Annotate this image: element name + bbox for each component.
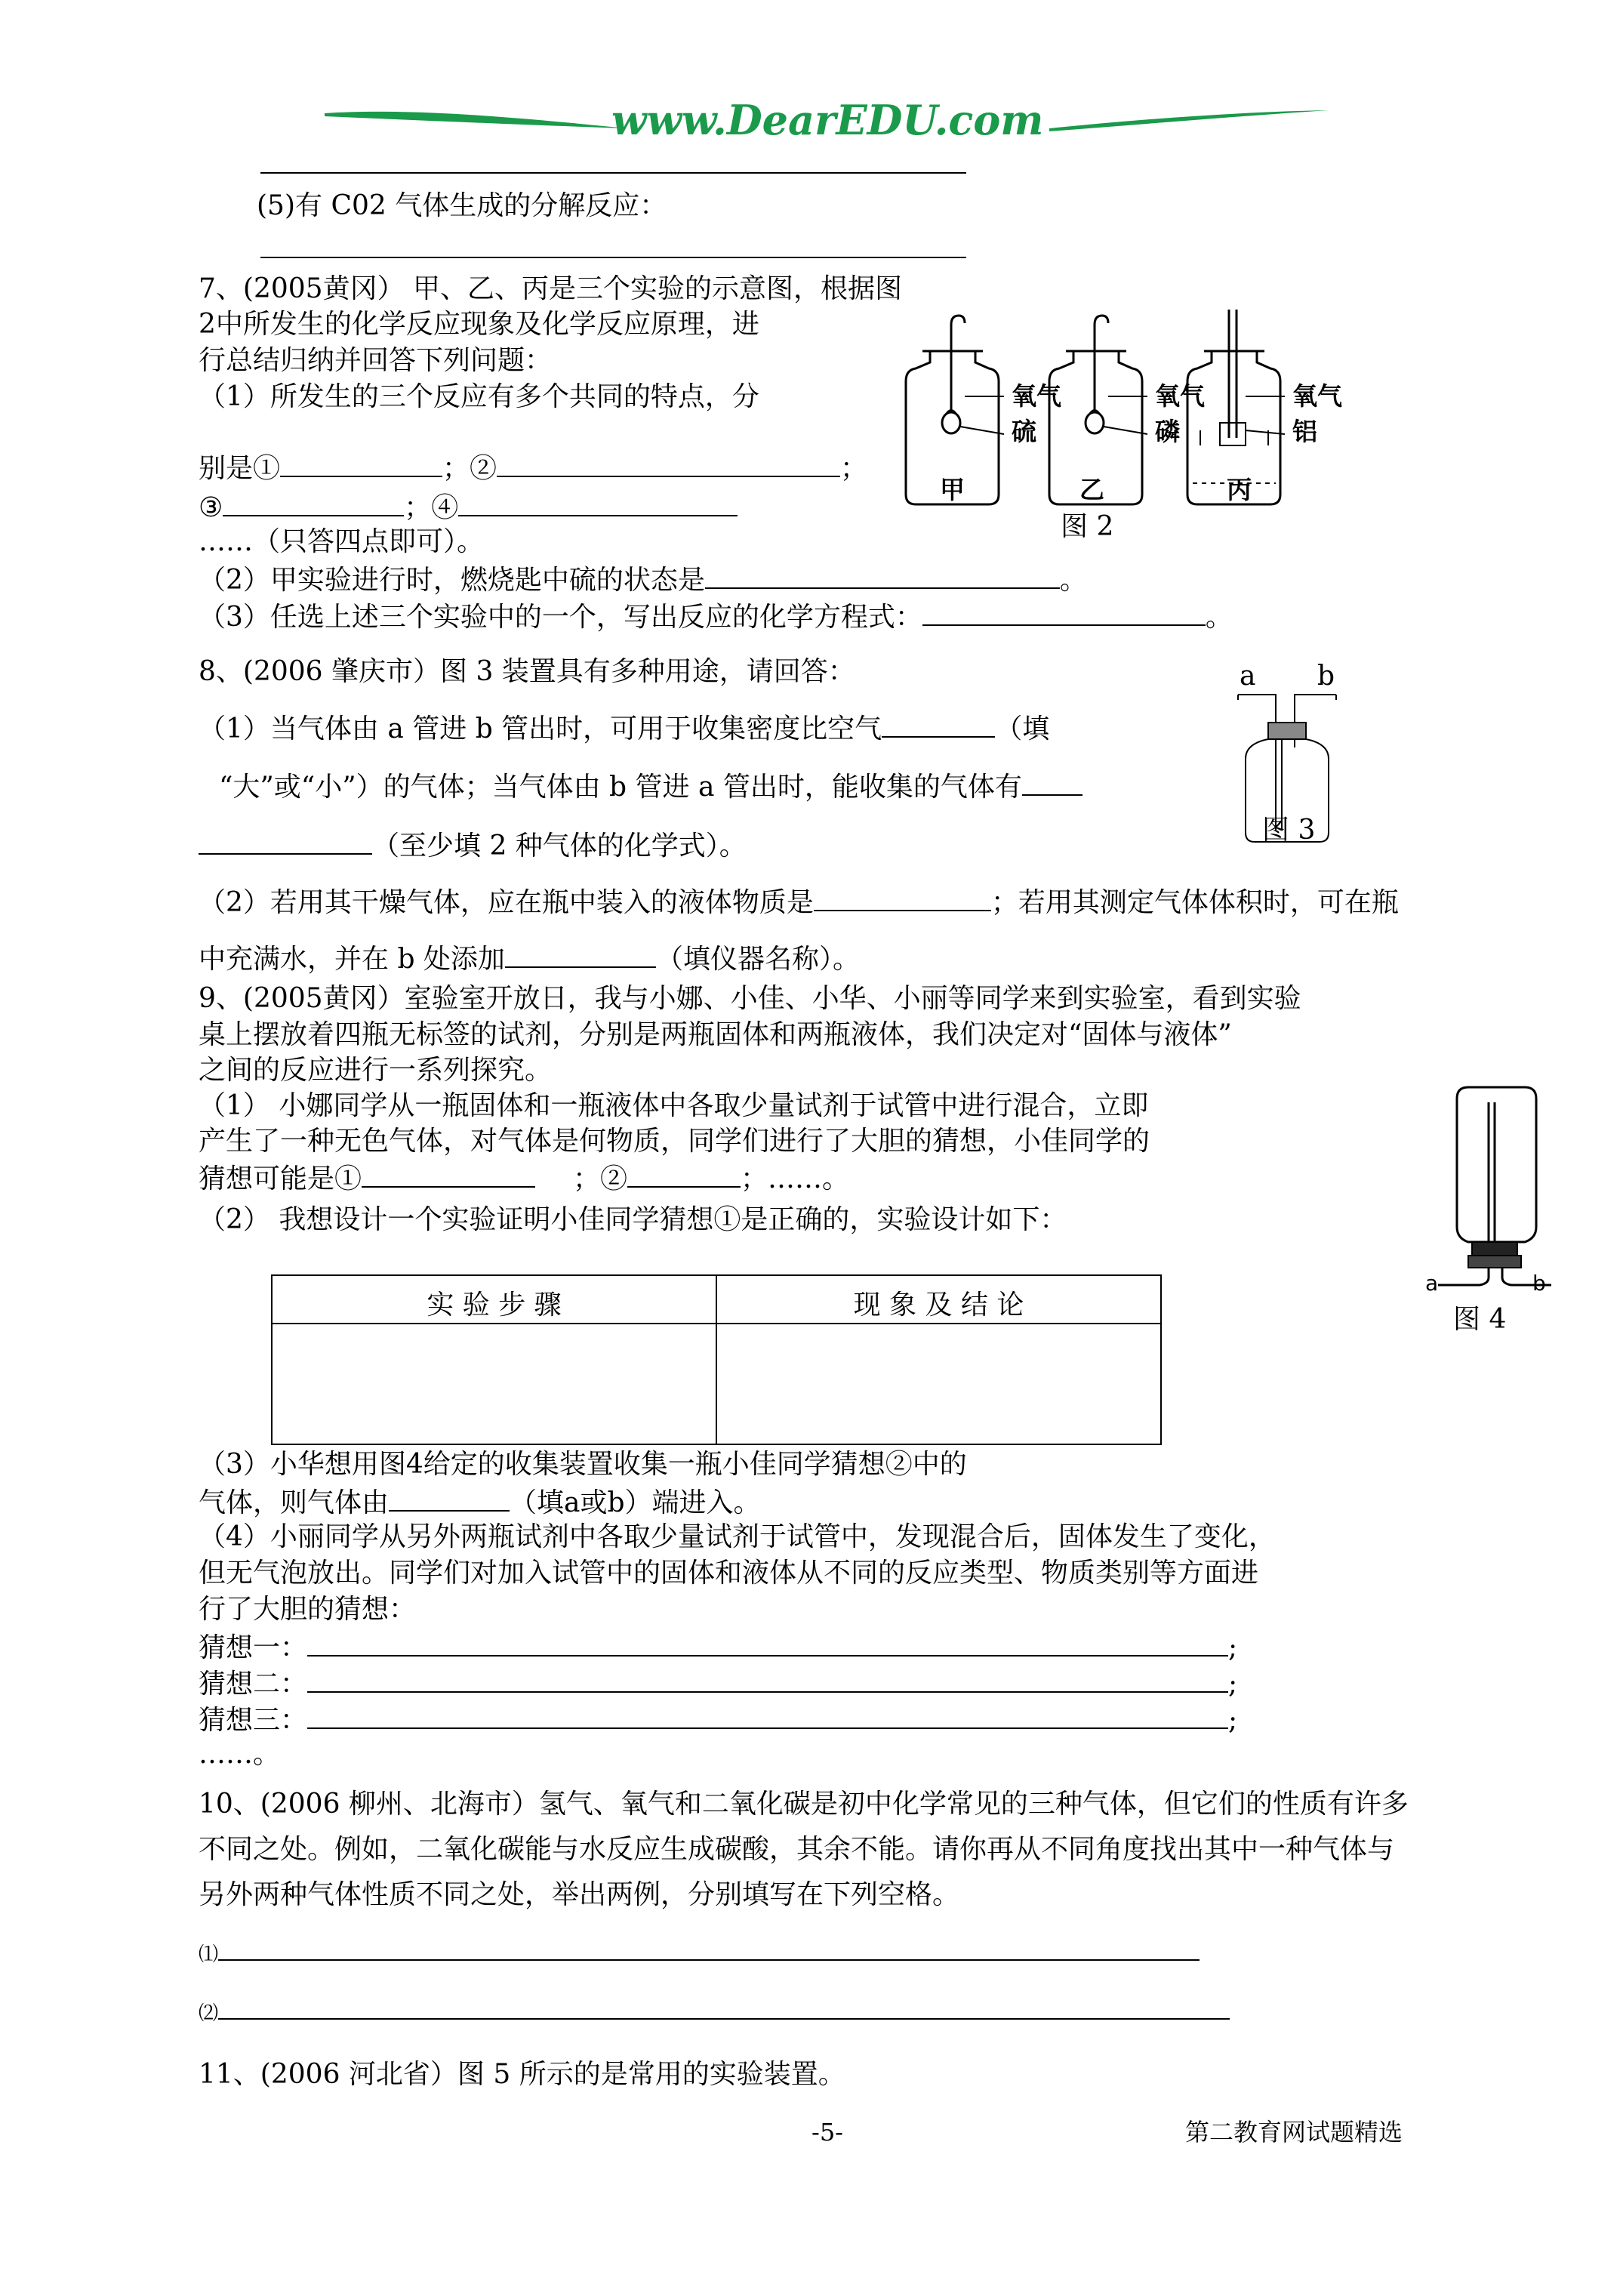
blank-19 bbox=[218, 1996, 1230, 2020]
guess-2-semicolon: ; bbox=[1228, 1669, 1238, 1700]
q7-line6-b: ；④ bbox=[404, 492, 459, 523]
q10-line2: 不同之处。例如，二氧化碳能与水反应生成碳酸，其余不能。请你再从不同角度找出其中一种气体与 bbox=[199, 1834, 1395, 1865]
blank-1 bbox=[280, 453, 442, 477]
q9-line12: 行了大胆的猜想： bbox=[199, 1594, 417, 1625]
guess-3-label: 猜想三： bbox=[199, 1705, 308, 1736]
fig2-gas-2: 氧气 bbox=[1155, 381, 1205, 411]
blank-12 bbox=[362, 1163, 535, 1188]
experiment-table bbox=[271, 1274, 1162, 1445]
q7-line8-b: 。 bbox=[1059, 565, 1087, 596]
blank-4 bbox=[458, 492, 738, 516]
fig2-label-bing: 丙 bbox=[1227, 475, 1252, 504]
guess-2-label: 猜想二： bbox=[199, 1669, 308, 1700]
fig2-label-jia: 甲 bbox=[940, 475, 965, 504]
q9-line6-c: ；……。 bbox=[741, 1163, 850, 1194]
q7-line5-c: ； bbox=[840, 453, 868, 484]
answer-line bbox=[260, 257, 966, 258]
blank-6 bbox=[922, 602, 1206, 626]
q8-line6-b: （填仪器名称）。 bbox=[655, 944, 860, 975]
q8-line4-text: （至少填 2 种气体的化学式）。 bbox=[372, 831, 747, 861]
q7-line9 bbox=[199, 602, 1233, 631]
fig2-gas-1: 氧气 bbox=[1012, 381, 1061, 411]
q7-line4: （1）所发生的三个反应有多个共同的特点，分 bbox=[199, 381, 759, 412]
q7-line5-b: ；② bbox=[442, 453, 497, 484]
q8-line4 bbox=[199, 831, 747, 860]
blank-5 bbox=[705, 565, 1060, 589]
guess-2 bbox=[199, 1669, 1237, 1698]
guess-3 bbox=[199, 1705, 1237, 1734]
q8-line6 bbox=[199, 944, 860, 973]
guess-3-semicolon: ; bbox=[1228, 1705, 1238, 1736]
blank-10 bbox=[814, 887, 991, 911]
blank-17 bbox=[307, 1705, 1228, 1729]
blank-9 bbox=[199, 831, 372, 855]
q6-item5: (5)有 C02 气体生成的分解反应： bbox=[257, 190, 667, 221]
blank-16 bbox=[307, 1669, 1228, 1693]
q8-line5-b: ；若用其测定气体体积时，可在瓶 bbox=[990, 887, 1399, 918]
blank-3 bbox=[223, 492, 404, 516]
q11-line1: 11、(2006 河北省）图 5 所示的是常用的实验装置。 bbox=[199, 2059, 845, 2090]
fig2-substance-2: 磷 bbox=[1155, 417, 1180, 446]
q10-line1: 10、(2006 柳州、北海市）氢气、氧气和二氧化碳是初中化学常见的三种气体，但它们的性质有许多 bbox=[199, 1789, 1409, 1820]
q7-line6 bbox=[199, 492, 738, 522]
q10-item1 bbox=[199, 1937, 1200, 1966]
q9-line9 bbox=[199, 1487, 761, 1517]
q9-line1: 9、(2005黄冈）室验室开放日，我与小娜、小佳、小华、小丽等同学来到实验室，看到实验 bbox=[199, 983, 1301, 1014]
q9-line11: 但无气泡放出。同学们对加入试管中的固体和液体从不同的反应类型、物质类别等方面进 bbox=[199, 1558, 1259, 1589]
guess-1-semicolon: ; bbox=[1228, 1632, 1238, 1663]
q8-line3 bbox=[219, 772, 1083, 801]
guess-1 bbox=[199, 1632, 1237, 1662]
page-number: -5- bbox=[812, 2118, 843, 2147]
logo-text: www.DearEDU.com bbox=[611, 96, 1044, 144]
fig4-collection-bottle bbox=[1427, 1080, 1555, 1291]
q9-line6-b: ；② bbox=[573, 1163, 628, 1194]
q8-line3-a: “大”或“小”）的气体；当气体由 b 管进 a 管出时，能收集的气体有 bbox=[219, 772, 1022, 803]
q7-line7: ……（只答四点即可）。 bbox=[199, 526, 485, 557]
q7-line2: 2中所发生的化学反应现象及化学反应原理，进 bbox=[199, 309, 759, 340]
right-swoosh-decoration bbox=[1049, 106, 1329, 136]
q8-line1: 8、(2006 肇庆市）图 3 装置具有多种用途，请回答： bbox=[199, 656, 855, 687]
q9-line3: 之间的反应进行一系列探究。 bbox=[199, 1055, 553, 1086]
q9-line9-a: 气体，则气体由 bbox=[199, 1487, 390, 1518]
q8-line2-a: （1）当气体由 a 管进 b 管出时，可用于收集密度比空气 bbox=[199, 713, 882, 744]
blank-7 bbox=[882, 713, 995, 738]
blank-2 bbox=[497, 453, 840, 477]
blank-18 bbox=[218, 1937, 1200, 1961]
footer-source: 第二教育网试题精选 bbox=[1185, 2118, 1403, 2147]
fig3-label-a: a bbox=[1240, 661, 1256, 692]
q10-item2 bbox=[199, 1996, 1230, 2025]
q7-line8 bbox=[199, 565, 1087, 594]
blank-15 bbox=[307, 1632, 1228, 1657]
fig2-caption: 图 2 bbox=[1061, 511, 1114, 542]
q9-line6 bbox=[199, 1163, 849, 1193]
fig4-caption: 图 4 bbox=[1453, 1304, 1507, 1335]
q7-line5 bbox=[199, 453, 867, 482]
blank-11 bbox=[505, 944, 656, 968]
table-header-results: 现 象 及 结 论 bbox=[716, 1275, 1161, 1324]
q8-line2-b: （填 bbox=[995, 713, 1050, 744]
fig2-substance-1: 硫 bbox=[1012, 417, 1036, 446]
fig4-label-b: b bbox=[1532, 1271, 1546, 1296]
fig2-substance-3: 铝 bbox=[1292, 417, 1317, 446]
blank-14 bbox=[389, 1487, 510, 1512]
q8-line5 bbox=[199, 887, 1399, 917]
q7-line5-a: 别是① bbox=[199, 453, 281, 484]
table-cell-results bbox=[716, 1324, 1161, 1444]
q9-line6-a: 猜想可能是① bbox=[199, 1163, 362, 1194]
q8-line6-a: 中充满水，并在 b 处添加 bbox=[199, 944, 505, 975]
q9-line5: 产生了一种无色气体，对气体是何物质，同学们进行了大胆的猜想，小佳同学的 bbox=[199, 1126, 1150, 1157]
fig3-label-b: b bbox=[1317, 661, 1335, 692]
q9-line8: （3）小华想用图4给定的收集装置收集一瓶小佳同学猜想②中的 bbox=[199, 1449, 967, 1480]
q7-line1: 7、(2005黄冈） 甲、乙、丙是三个实验的示意图，根据图 bbox=[199, 273, 903, 304]
q10-item2-label: ⑵ bbox=[199, 2002, 219, 2025]
blank-13 bbox=[627, 1163, 741, 1188]
left-swoosh-decoration bbox=[325, 106, 627, 136]
q10-line3: 另外两种气体性质不同之处，举出两例，分别填写在下列空格。 bbox=[199, 1879, 960, 1910]
q8-line5-a: （2）若用其干燥气体，应在瓶中装入的液体物质是 bbox=[199, 887, 814, 918]
q9-line7: （2） 我想设计一个实验证明小佳同学猜想①是正确的，实验设计如下： bbox=[199, 1204, 1067, 1235]
q9-line10: （4）小丽同学从另外两瓶试剂中各取少量试剂于试管中，发现混合后，固体发生了变化， bbox=[199, 1521, 1276, 1552]
q7-line3: 行总结归纳并回答下列问题： bbox=[199, 345, 553, 376]
fig2-gas-3: 氧气 bbox=[1292, 381, 1342, 411]
q9-line2: 桌上摆放着四瓶无标签的试剂，分别是两瓶固体和两瓶液体，我们决定对“固体与液体” bbox=[199, 1019, 1232, 1050]
q7-line8-a: （2）甲实验进行时，燃烧匙中硫的状态是 bbox=[199, 565, 705, 596]
table-cell-steps bbox=[272, 1324, 716, 1444]
fig3-caption: 图 3 bbox=[1262, 815, 1316, 846]
guess-1-label: 猜想一： bbox=[199, 1632, 308, 1663]
q9-line4: （1） 小娜同学从一瓶固体和一瓶液体中各取少量试剂于试管中进行混合，立即 bbox=[199, 1090, 1149, 1121]
answer-line bbox=[260, 172, 966, 174]
q7-line9-a: （3）任选上述三个实验中的一个，写出反应的化学方程式： bbox=[199, 602, 922, 633]
table-header-steps: 实 验 步 骤 bbox=[272, 1275, 716, 1324]
fig2-label-yi: 乙 bbox=[1079, 475, 1104, 504]
q7-line6-a: ③ bbox=[199, 492, 223, 523]
q9-ellipsis: ……。 bbox=[199, 1739, 281, 1770]
fig4-label-a: a bbox=[1425, 1271, 1439, 1296]
q10-item1-label: ⑴ bbox=[199, 1943, 219, 1966]
blank-8 bbox=[1022, 772, 1083, 796]
q8-line2 bbox=[199, 713, 1049, 743]
q9-line9-b: （填a或b）端进入。 bbox=[510, 1487, 761, 1518]
q7-line9-b: 。 bbox=[1205, 602, 1233, 633]
